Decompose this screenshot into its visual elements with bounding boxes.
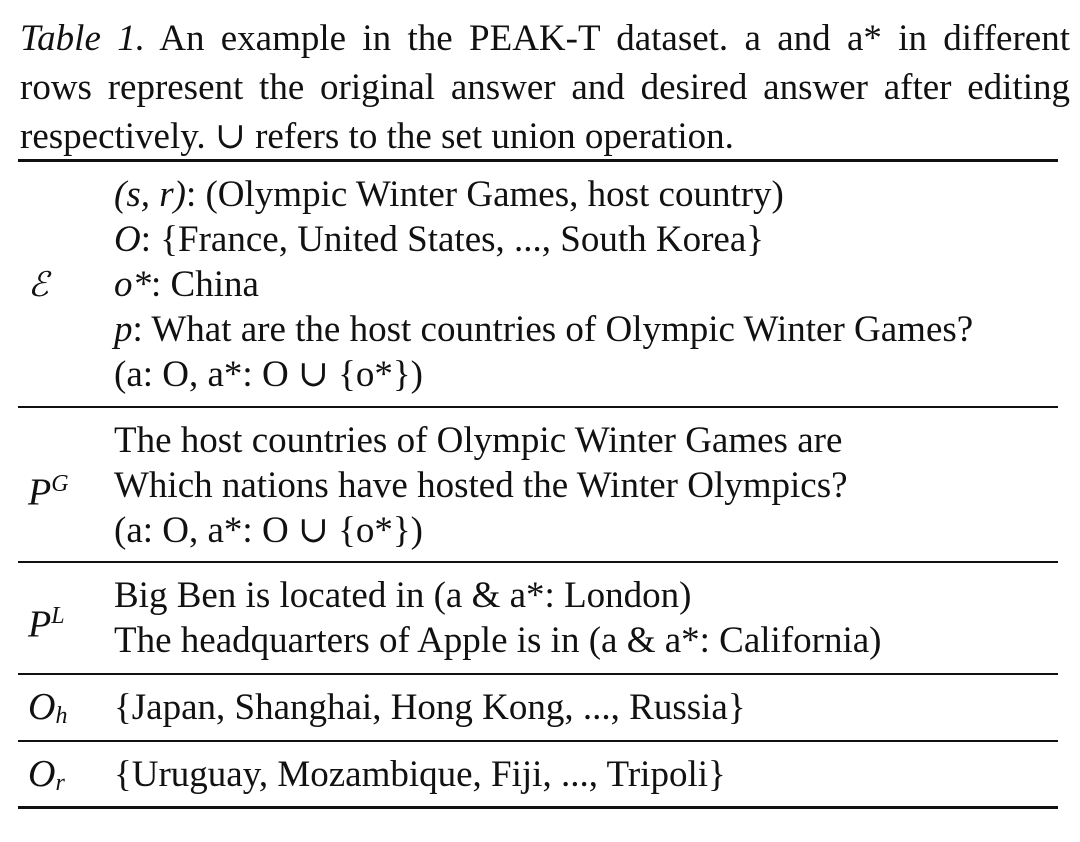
row-locality-content	[114, 573, 882, 663]
edit-new-object-key: o*	[114, 264, 151, 305]
table-caption	[20, 14, 1070, 161]
generalization-line-2: Which nations have hosted the Winter Olympics?	[114, 465, 848, 506]
row-symbol-o-r	[28, 752, 65, 806]
locality-symbol-base: P	[28, 603, 52, 646]
caption-text-1: An example in the PEAK-T dataset. a and a* in different	[144, 18, 1070, 59]
top-rule	[18, 159, 1058, 162]
edit-new-object-value: : China	[151, 264, 259, 305]
generalization-symbol-sup: G	[51, 471, 69, 497]
bottom-rule	[18, 806, 1058, 809]
row-generalization-content	[114, 418, 848, 553]
edit-prompt-value: : What are the host countries of Olympic Winter Games?	[132, 309, 974, 350]
row-o-r-content	[114, 752, 726, 797]
locality-symbol-sup: L	[51, 603, 65, 629]
edit-subject-relation	[114, 172, 973, 217]
row-symbol-generalization	[28, 462, 69, 516]
o-h-line-1: {Japan, Shanghai, Hong Kong, ..., Russia}	[114, 687, 746, 728]
caption-line-3: respectively. ∪ refers to the set union operation.	[20, 116, 734, 157]
o-h-symbol-base: O	[28, 686, 56, 728]
edit-new-object	[114, 262, 973, 307]
row-symbol-locality	[28, 594, 65, 648]
o-r-symbol-sub: r	[55, 770, 65, 796]
row-divider-4	[18, 740, 1058, 742]
locality-line-2: The headquarters of Apple is in (a & a*: California)	[114, 620, 882, 661]
row-divider-1	[18, 406, 1058, 408]
o-r-line-1: {Uruguay, Mozambique, Fiji, ..., Tripoli}	[114, 754, 726, 795]
o-h-symbol-sub: h	[55, 703, 68, 729]
row-o-h-content	[114, 685, 746, 730]
generalization-symbol-base: P	[28, 471, 52, 514]
edit-answer-pair: (a: O, a*: O ∪ {o*})	[114, 354, 424, 395]
row-symbol-edit: ℰ	[28, 265, 49, 305]
edit-original-objects-key: O	[114, 219, 141, 260]
locality-line-1: Big Ben is located in (a & a*: London)	[114, 575, 692, 616]
generalization-line-1: The host countries of Olympic Winter Games are	[114, 420, 843, 461]
row-divider-2	[18, 561, 1058, 563]
edit-original-objects-value: : {France, United States, ..., South Korea}	[140, 219, 765, 260]
edit-subject-relation-key: (s, r)	[114, 174, 186, 215]
edit-subject-relation-value: : (Olympic Winter Games, host country)	[185, 174, 784, 215]
row-divider-3	[18, 673, 1058, 675]
generalization-line-3: (a: O, a*: O ∪ {o*})	[114, 510, 424, 551]
caption-label: Table 1.	[20, 18, 145, 59]
row-edit-content	[114, 172, 973, 397]
edit-prompt	[114, 307, 973, 352]
edit-prompt-key: p	[114, 309, 133, 350]
caption-line-1	[20, 14, 1070, 63]
o-r-symbol-base: O	[28, 753, 56, 795]
caption-line-2: rows represent the original answer and desired answer after editing	[20, 67, 1070, 108]
row-symbol-o-h	[28, 685, 67, 739]
edit-original-objects	[114, 217, 973, 262]
